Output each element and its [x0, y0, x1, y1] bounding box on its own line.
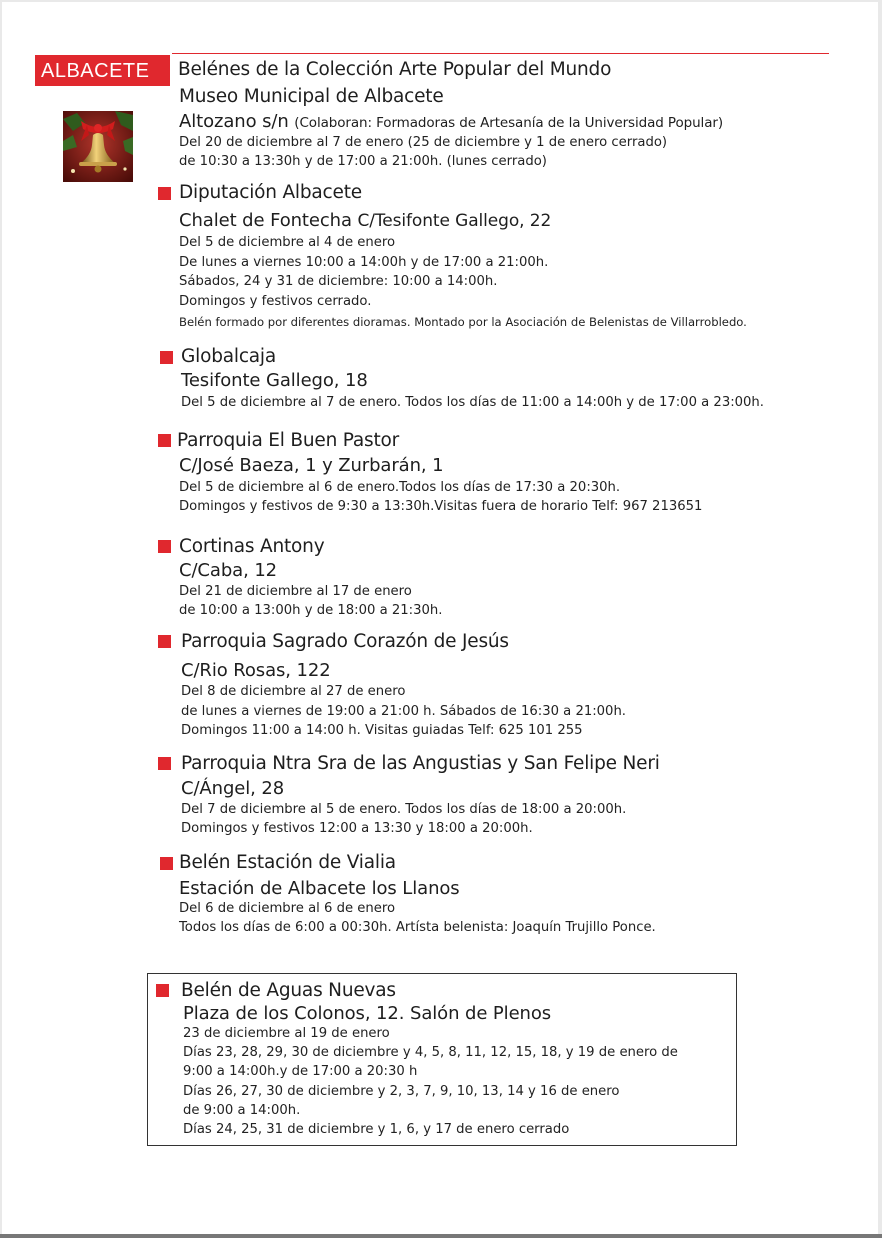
bullet-icon: [158, 635, 171, 648]
entry-footnote: Belén formado por diferentes dioramas. Montado por la Asociación de Belenistas de Villarrobledo.: [179, 315, 747, 329]
bullet-icon: [158, 187, 171, 200]
page-bottom-edge: [0, 1234, 882, 1238]
entry-line: Domingos y festivos cerrado.: [179, 294, 372, 309]
header-entry-address-line: [179, 111, 723, 132]
header-entry-note: (Colaboran: Formadoras de Artesanía de la Universidad Popular): [294, 115, 723, 131]
entry-line: Del 5 de diciembre al 7 de enero. Todos los días de 11:00 a 14:00h y de 17:00 a 23:00h.: [181, 395, 764, 410]
entry-title: Parroquia Sagrado Corazón de Jesús: [181, 631, 509, 652]
entry-title: Parroquia El Buen Pastor: [177, 430, 400, 451]
entry-address: Estación de Albacete los Llanos: [179, 878, 460, 899]
header-entry-address: Altozano s/n: [179, 111, 289, 132]
entry-line: Del 6 de diciembre al 6 de enero: [179, 901, 396, 916]
bullet-icon: [160, 857, 173, 870]
bullet-icon: [160, 351, 173, 364]
bullet-icon: [158, 540, 171, 553]
bullet-icon: [156, 984, 169, 997]
entry-address: Plaza de los Colonos, 12. Salón de Plenos: [183, 1003, 552, 1024]
entry-address: Tesifonte Gallego, 18: [181, 370, 368, 391]
entry-line: Todos los días de 6:00 a 00:30h. Artísta belenista: Joaquín Trujillo Ponce.: [179, 920, 656, 935]
page: [2, 2, 878, 1234]
entry-line: de 9:00 a 14:00h.: [183, 1103, 301, 1118]
entry-address: Chalet de Fontecha: [179, 210, 352, 231]
entry-title: Belén de Aguas Nuevas: [181, 980, 396, 1001]
entry-line: Domingos y festivos de 9:30 a 13:30h.Visitas fuera de horario Telf: 967 213651: [179, 499, 703, 514]
city-tag: ALBACETE: [35, 55, 170, 86]
entry-line: 9:00 a 14:00h.y de 17:00 a 20:30 h: [183, 1064, 418, 1079]
entry-title: Parroquia Ntra Sra de las Angustias y San Felipe Neri: [181, 753, 660, 774]
entry-line: Domingos y festivos 12:00 a 13:30 y 18:00 a 20:00h.: [181, 821, 533, 836]
entry-address: C/Rio Rosas, 122: [181, 660, 331, 681]
entry-line: De lunes a viernes 10:00 a 14:00h y de 17:00 a 21:00h.: [179, 255, 549, 270]
entry-line: Del 21 de diciembre al 17 de enero: [179, 584, 412, 599]
entry-title: Globalcaja: [181, 346, 276, 367]
christmas-bell-icon: [63, 111, 133, 182]
entry-line: Domingos 11:00 a 14:00 h. Visitas guiadas Telf: 625 101 255: [181, 723, 583, 738]
entry-address: C/Ángel, 28: [181, 778, 285, 799]
entry-line: Del 8 de diciembre al 27 de enero: [181, 684, 406, 699]
entry-address: C/José Baeza, 1 y Zurbarán, 1: [179, 455, 444, 476]
entry-title: Cortinas Antony: [179, 536, 325, 557]
entry-address-extra: C/Tesifonte Gallego, 22: [357, 211, 552, 231]
entry-line: Del 7 de diciembre al 5 de enero. Todos los días de 18:00 a 20:00h.: [181, 802, 627, 817]
entry-line: Del 5 de diciembre al 6 de enero.Todos los días de 17:30 a 20:30h.: [179, 480, 621, 495]
entry-line: Del 5 de diciembre al 4 de enero: [179, 235, 396, 250]
header-entry-venue: Museo Municipal de Albacete: [179, 86, 444, 107]
entry-address: C/Caba, 12: [179, 560, 278, 581]
header-entry-line-1: Del 20 de diciembre al 7 de enero (25 de diciembre y 1 de enero cerrado): [179, 135, 668, 150]
entry-line: 23 de diciembre al 19 de enero: [183, 1026, 390, 1041]
entry-title: Diputación Albacete: [179, 182, 362, 203]
header-rule: [172, 53, 829, 54]
entry-title: Belén Estación de Vialia: [179, 852, 396, 873]
entry-address-line: [179, 210, 551, 231]
entry-line: de lunes a viernes de 19:00 a 21:00 h. Sábados de 16:30 a 21:00h.: [181, 704, 627, 719]
entry-line: Días 23, 28, 29, 30 de diciembre y 4, 5, 8, 11, 12, 15, 18, y 19 de enero de: [183, 1045, 678, 1060]
entry-line: Días 24, 25, 31 de diciembre y 1, 6, y 17 de enero cerrado: [183, 1122, 570, 1137]
entry-line: Días 26, 27, 30 de diciembre y 2, 3, 7, 9, 10, 13, 14 y 16 de enero: [183, 1084, 620, 1099]
header-entry-line-2: de 10:30 a 13:30h y de 17:00 a 21:00h. (lunes cerrado): [179, 154, 547, 169]
entry-line: de 10:00 a 13:00h y de 18:00 a 21:30h.: [179, 603, 443, 618]
bullet-icon: [158, 757, 171, 770]
entry-line: Sábados, 24 y 31 de diciembre: 10:00 a 14:00h.: [179, 274, 498, 289]
header-entry-title: Belénes de la Colección Arte Popular del Mundo: [178, 59, 612, 80]
bullet-icon: [158, 434, 171, 447]
